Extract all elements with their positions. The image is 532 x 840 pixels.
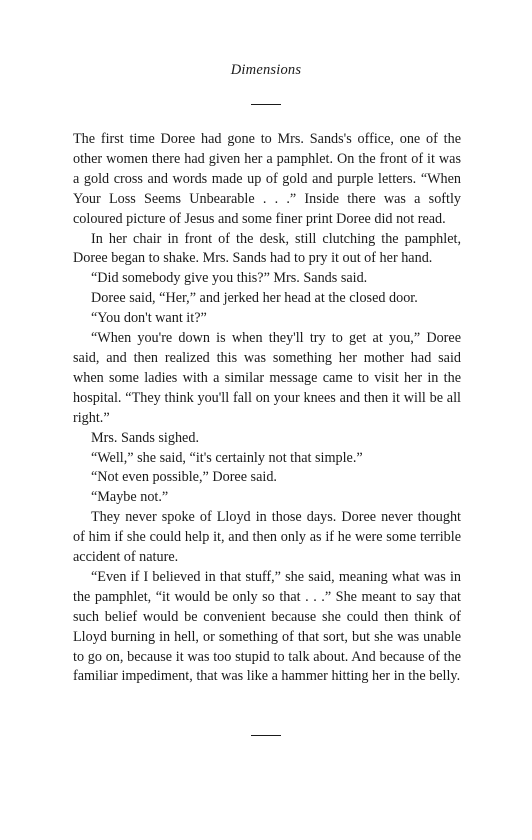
- paragraph: Doree said, “Her,” and jerked her head at the closed door.: [91, 290, 418, 307]
- paragraph: “Even if I believed in that stuff,” she said, meaning what was in the pamphlet, “it would be only so that . . .” She meant to say that such belief would be convenient because she could then think of Lloyd burning in hell, or something of that sort, but she was unable to go on, because it was too stupid to talk about. And because of the familiar impediment, that was like a hammer hitting her in the belly.: [73, 568, 461, 685]
- paragraph: “Maybe not.”: [91, 489, 169, 506]
- paragraph: “Not even possible,” Doree said.: [91, 469, 277, 486]
- paragraph: “You don't want it?”: [91, 310, 207, 327]
- top-rule: [251, 104, 281, 105]
- paragraph: Mrs. Sands sighed.: [91, 429, 199, 446]
- paragraph: In her chair in front of the desk, still clutching the pamphlet, Doree began to shake. Mrs. Sands had to pry it out of her hand.: [73, 230, 461, 267]
- paragraph: “Did somebody give you this?” Mrs. Sands said.: [91, 270, 368, 287]
- paragraph: “When you're down is when they'll try to get at you,” Doree said, and then realized this was something her mother had said when some ladies with a similar message came to visit her in the hospital. “They think you'll fall on your knees and then it will be all right.”: [73, 330, 461, 426]
- paragraph: They never spoke of Lloyd in those days. Doree never thought of him if she could help it, and then only as if he were some terrible accident of nature.: [73, 509, 461, 566]
- paragraph: “Well,” she said, “it's certainly not that simple.”: [91, 449, 363, 466]
- section-break-rule: [251, 735, 281, 736]
- running-head: Dimensions: [230, 62, 302, 78]
- paragraph: The first time Doree had gone to Mrs. Sands's office, one of the other women there had given her a pamphlet. On the front of it was a gold cross and words made up of gold and purple letters. “When Your Loss Seems Unbearable . . .” Inside there was a softly coloured picture of Jesus and some finer print Doree did not read.: [73, 131, 461, 227]
- body-text: [73, 130, 461, 687]
